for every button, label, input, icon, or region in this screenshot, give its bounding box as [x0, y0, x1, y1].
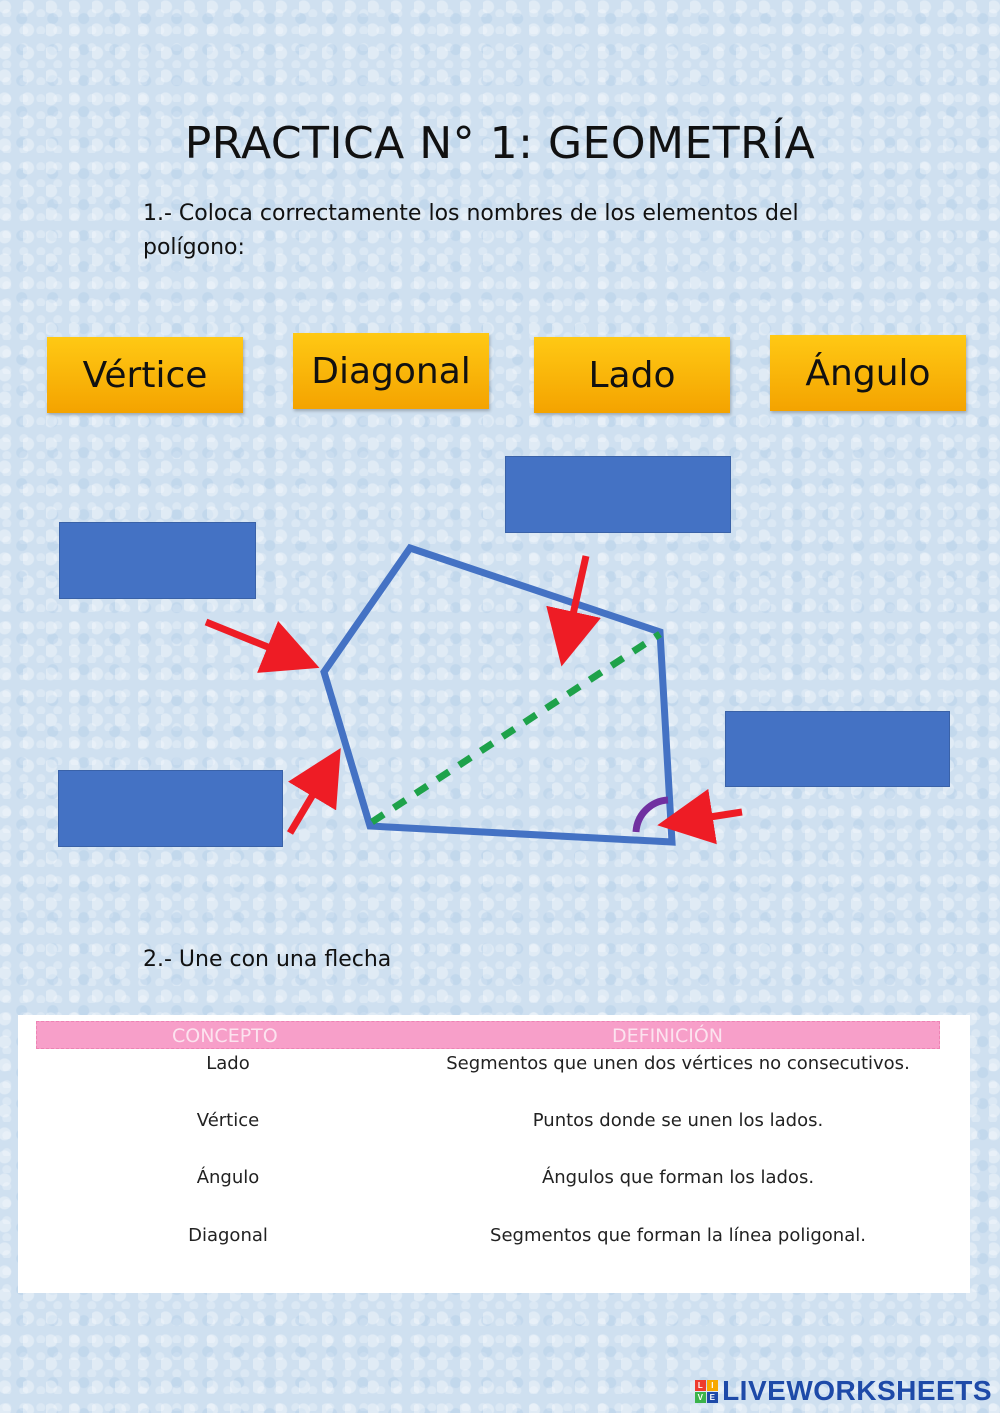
drop-box-top[interactable]: [505, 456, 731, 533]
concept-vertice[interactable]: Vértice: [196, 1110, 260, 1131]
drop-box-left-bottom[interactable]: [58, 770, 283, 847]
word-card-angulo[interactable]: Ángulo: [770, 335, 966, 411]
header-concept: CONCEPTO: [172, 1025, 278, 1047]
table-row: [18, 1167, 970, 1197]
table-row: [18, 1053, 970, 1083]
definition-4[interactable]: Segmentos que forman la línea poligonal.: [490, 1225, 866, 1246]
page-title: PRACTICA N° 1: GEOMETRÍA: [184, 118, 816, 169]
definition-1[interactable]: Segmentos que unen dos vértices no consecutivos.: [446, 1053, 910, 1074]
concept-angulo[interactable]: Ángulo: [196, 1167, 260, 1188]
arrow-to-side: [290, 766, 330, 833]
drop-box-left-top[interactable]: [59, 522, 256, 599]
word-card-lado[interactable]: Lado: [534, 337, 730, 413]
polygon-shape: [324, 548, 672, 842]
liveworksheets-logo-icon: L I V E: [695, 1380, 718, 1403]
definition-3[interactable]: Ángulos que forman los lados.: [541, 1167, 815, 1188]
table-header: [36, 1021, 940, 1049]
exercise-1-instruction: 1.- Coloca correctamente los nombres de los elementos del polígono:: [143, 201, 799, 260]
liveworksheets-brand: [695, 1375, 992, 1407]
concept-lado[interactable]: Lado: [206, 1053, 250, 1074]
angle-arc: [636, 800, 668, 832]
header-definition: DEFINICIÓN: [612, 1025, 724, 1047]
definition-2[interactable]: Puntos donde se unen los lados.: [532, 1110, 824, 1131]
table-row: [18, 1110, 970, 1140]
exercise-2-instruction: 2.- Une con una flecha: [143, 947, 392, 972]
concept-diagonal[interactable]: Diagonal: [188, 1225, 268, 1246]
arrow-to-angle: [678, 812, 742, 822]
word-card-vertice[interactable]: Vértice: [47, 337, 243, 413]
arrow-to-vertex: [206, 622, 300, 660]
word-card-diagonal[interactable]: Diagonal: [293, 333, 489, 409]
drop-box-right[interactable]: [725, 711, 950, 787]
table-row: [18, 1225, 970, 1255]
diagonal-dashed-line: [372, 634, 660, 822]
brand-name: LIVEWORKSHEETS: [722, 1375, 992, 1406]
matching-table: [18, 1015, 970, 1293]
